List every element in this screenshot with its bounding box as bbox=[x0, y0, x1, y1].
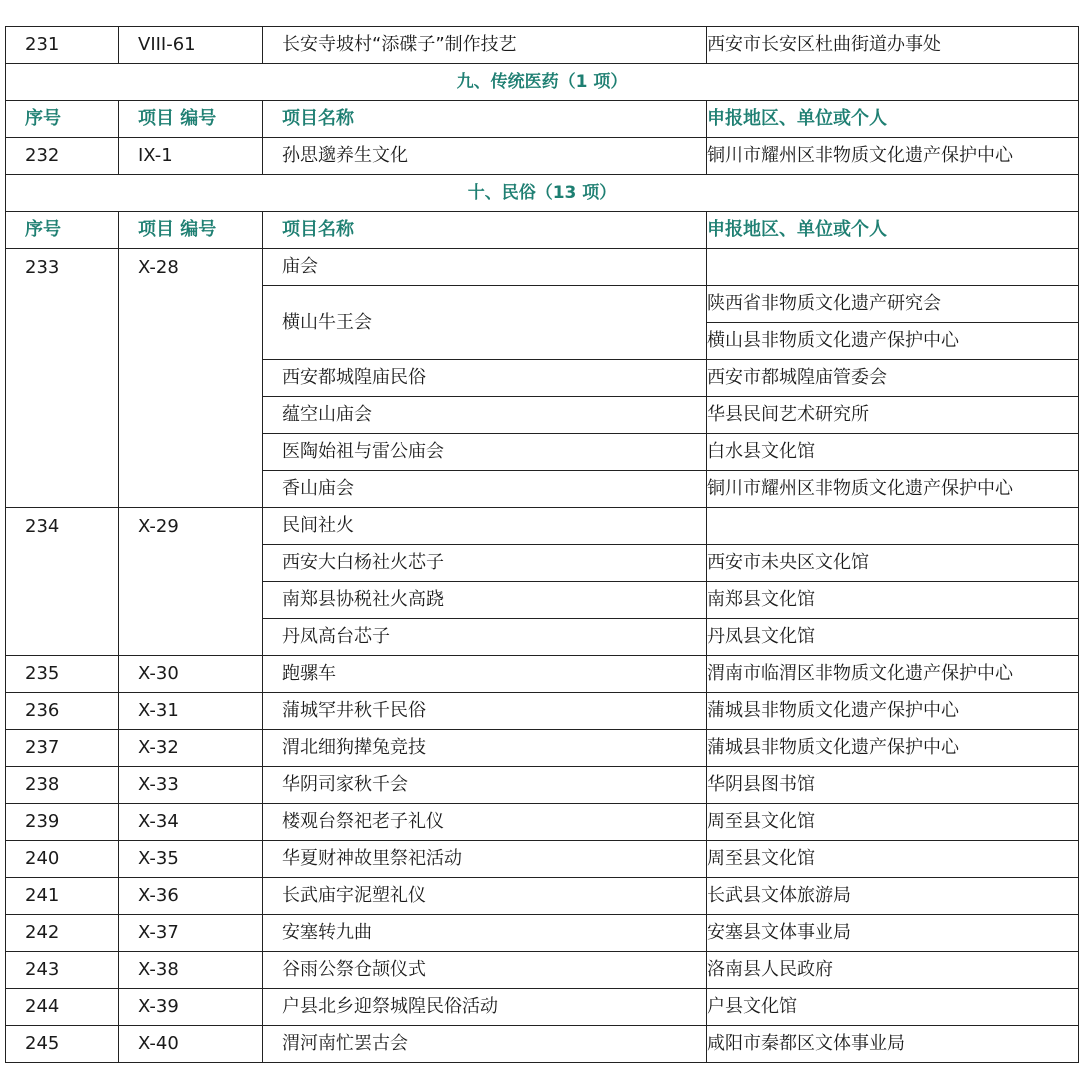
table-row bbox=[6, 804, 1079, 841]
table-row bbox=[6, 656, 1079, 693]
code-cell: X-40 bbox=[119, 1026, 263, 1063]
seq-cell: 239 bbox=[6, 804, 119, 841]
name-cell: 跑骡车 bbox=[263, 656, 707, 693]
seq-cell: 238 bbox=[6, 767, 119, 804]
table-row bbox=[6, 27, 1079, 64]
section-title-traditional-medicine: 九、传统医药（1 项） bbox=[6, 64, 1079, 101]
section-row bbox=[6, 175, 1079, 212]
name-cell: 长安寺坡村“添碟子”制作技艺 bbox=[263, 27, 707, 64]
org-cell: 咸阳市秦都区文体事业局 bbox=[707, 1026, 1079, 1063]
name-cell: 谷雨公祭仓颉仪式 bbox=[263, 952, 707, 989]
name-cell: 安塞转九曲 bbox=[263, 915, 707, 952]
sub-org-cell: 陕西省非物质文化遗产研究会 bbox=[707, 286, 1079, 323]
header-org: 申报地区、单位或个人 bbox=[707, 101, 1079, 138]
seq-cell: 243 bbox=[6, 952, 119, 989]
org-cell: 户县文化馆 bbox=[707, 989, 1079, 1026]
name-cell: 庙会 bbox=[263, 249, 707, 286]
name-cell: 民间社火 bbox=[263, 508, 707, 545]
seq-cell: 233 bbox=[6, 249, 119, 508]
org-cell bbox=[707, 249, 1079, 286]
header-name: 项目名称 bbox=[263, 101, 707, 138]
sub-name-cell: 丹凤高台芯子 bbox=[263, 619, 707, 656]
table-row bbox=[6, 841, 1079, 878]
org-cell: 周至县文化馆 bbox=[707, 804, 1079, 841]
seq-cell: 244 bbox=[6, 989, 119, 1026]
name-cell: 楼观台祭祀老子礼仪 bbox=[263, 804, 707, 841]
name-cell: 华阴司家秋千会 bbox=[263, 767, 707, 804]
table-row bbox=[6, 767, 1079, 804]
table-row bbox=[6, 878, 1079, 915]
seq-cell: 242 bbox=[6, 915, 119, 952]
code-cell: X-33 bbox=[119, 767, 263, 804]
header-row bbox=[6, 212, 1079, 249]
sub-org-cell: 西安市都城隍庙管委会 bbox=[707, 360, 1079, 397]
heritage-list-table bbox=[5, 26, 1079, 1063]
sub-org-cell: 白水县文化馆 bbox=[707, 434, 1079, 471]
header-seq: 序号 bbox=[6, 212, 119, 249]
seq-cell: 240 bbox=[6, 841, 119, 878]
sub-org-cell: 铜川市耀州区非物质文化遗产保护中心 bbox=[707, 471, 1079, 508]
name-cell: 户县北乡迎祭城隍民俗活动 bbox=[263, 989, 707, 1026]
sub-org-cell: 西安市未央区文化馆 bbox=[707, 545, 1079, 582]
table-row bbox=[6, 693, 1079, 730]
sub-name-cell: 蕴空山庙会 bbox=[263, 397, 707, 434]
sub-name-cell: 香山庙会 bbox=[263, 471, 707, 508]
name-cell: 蒲城罕井秋千民俗 bbox=[263, 693, 707, 730]
code-cell: X-36 bbox=[119, 878, 263, 915]
section-title-folk-customs: 十、民俗（13 项） bbox=[6, 175, 1079, 212]
code-cell: X-39 bbox=[119, 989, 263, 1026]
header-row bbox=[6, 101, 1079, 138]
code-cell: X-32 bbox=[119, 730, 263, 767]
code-cell: X-35 bbox=[119, 841, 263, 878]
table-row bbox=[6, 249, 1079, 286]
code-cell: VIII-61 bbox=[119, 27, 263, 64]
seq-cell: 245 bbox=[6, 1026, 119, 1063]
header-code: 项目 编号 bbox=[119, 212, 263, 249]
org-cell: 蒲城县非物质文化遗产保护中心 bbox=[707, 730, 1079, 767]
sub-name-cell: 西安都城隍庙民俗 bbox=[263, 360, 707, 397]
code-cell: X-29 bbox=[119, 508, 263, 656]
org-cell: 长武县文体旅游局 bbox=[707, 878, 1079, 915]
sub-name-cell: 南郑县协税社火高跷 bbox=[263, 582, 707, 619]
table-row bbox=[6, 989, 1079, 1026]
sub-name-cell: 西安大白杨社火芯子 bbox=[263, 545, 707, 582]
table-row bbox=[6, 915, 1079, 952]
header-seq: 序号 bbox=[6, 101, 119, 138]
code-cell: X-31 bbox=[119, 693, 263, 730]
org-cell: 安塞县文体事业局 bbox=[707, 915, 1079, 952]
name-cell: 渭北细狗撵兔竞技 bbox=[263, 730, 707, 767]
org-cell: 西安市长安区杜曲街道办事处 bbox=[707, 27, 1079, 64]
code-cell: X-38 bbox=[119, 952, 263, 989]
name-cell: 渭河南忙罢古会 bbox=[263, 1026, 707, 1063]
seq-cell: 235 bbox=[6, 656, 119, 693]
table-row bbox=[6, 730, 1079, 767]
seq-cell: 232 bbox=[6, 138, 119, 175]
seq-cell: 231 bbox=[6, 27, 119, 64]
sub-name-cell: 医陶始祖与雷公庙会 bbox=[263, 434, 707, 471]
org-cell bbox=[707, 508, 1079, 545]
sub-org-cell: 横山县非物质文化遗产保护中心 bbox=[707, 323, 1079, 360]
table-row bbox=[6, 508, 1079, 545]
code-cell: X-34 bbox=[119, 804, 263, 841]
name-cell: 长武庙宇泥塑礼仪 bbox=[263, 878, 707, 915]
code-cell: X-30 bbox=[119, 656, 263, 693]
header-code: 项目 编号 bbox=[119, 101, 263, 138]
sub-name-cell: 横山牛王会 bbox=[263, 286, 707, 360]
org-cell: 洛南县人民政府 bbox=[707, 952, 1079, 989]
header-org: 申报地区、单位或个人 bbox=[707, 212, 1079, 249]
section-row bbox=[6, 64, 1079, 101]
org-cell: 华阴县图书馆 bbox=[707, 767, 1079, 804]
org-cell: 蒲城县非物质文化遗产保护中心 bbox=[707, 693, 1079, 730]
org-cell: 渭南市临渭区非物质文化遗产保护中心 bbox=[707, 656, 1079, 693]
sub-org-cell: 华县民间艺术研究所 bbox=[707, 397, 1079, 434]
code-cell: IX-1 bbox=[119, 138, 263, 175]
header-name: 项目名称 bbox=[263, 212, 707, 249]
sub-org-cell: 南郑县文化馆 bbox=[707, 582, 1079, 619]
seq-cell: 241 bbox=[6, 878, 119, 915]
table-row bbox=[6, 952, 1079, 989]
name-cell: 华夏财神故里祭祀活动 bbox=[263, 841, 707, 878]
seq-cell: 236 bbox=[6, 693, 119, 730]
seq-cell: 237 bbox=[6, 730, 119, 767]
org-cell: 周至县文化馆 bbox=[707, 841, 1079, 878]
table-row bbox=[6, 138, 1079, 175]
table-row bbox=[6, 1026, 1079, 1063]
seq-cell: 234 bbox=[6, 508, 119, 656]
code-cell: X-37 bbox=[119, 915, 263, 952]
name-cell: 孙思邈养生文化 bbox=[263, 138, 707, 175]
sub-org-cell: 丹凤县文化馆 bbox=[707, 619, 1079, 656]
code-cell: X-28 bbox=[119, 249, 263, 508]
org-cell: 铜川市耀州区非物质文化遗产保护中心 bbox=[707, 138, 1079, 175]
